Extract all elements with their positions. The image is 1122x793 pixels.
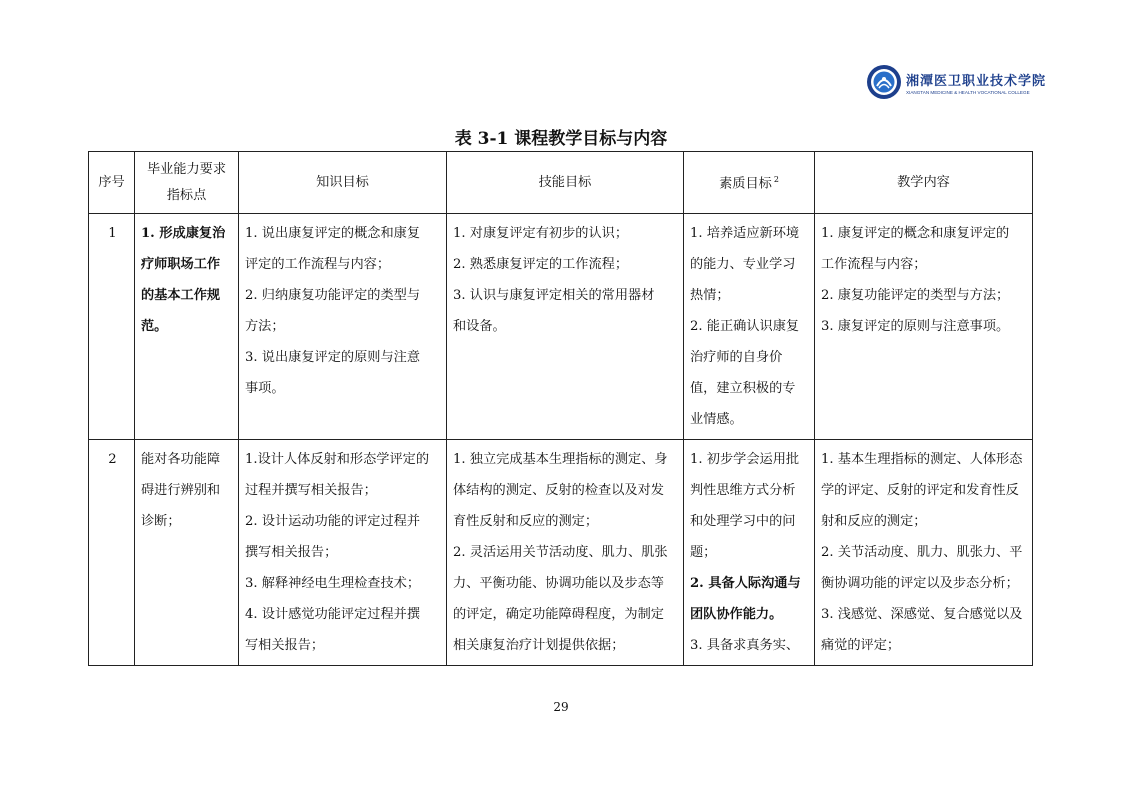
cell-line: 碍进行辨别和 <box>141 483 221 498</box>
cell-line: 2. 熟悉康复评定的工作流程； <box>453 257 629 272</box>
cell-line: 体结构的测定、反射的检查以及对发 <box>453 483 664 498</box>
cell-requirement <box>135 440 239 666</box>
cell-line: 3. 解释神经电生理检查技术； <box>245 576 421 591</box>
cell-line: 诊断； <box>141 514 181 529</box>
cell-line: 判性思维方式分析 <box>690 483 796 498</box>
page-number: 29 <box>553 700 569 714</box>
cell-skill <box>447 214 684 440</box>
cell-line: 值，建立积极的专 <box>690 381 796 396</box>
cell-line: 1. 对康复评定有初步的认识； <box>453 226 629 241</box>
table-header-row <box>89 152 1033 214</box>
cell-line: 2. 具备人际沟通与 <box>690 576 801 591</box>
cell-quality <box>684 440 815 666</box>
cell-content <box>815 214 1033 440</box>
cell-line: 射和反应的测定； <box>821 514 927 529</box>
cell-line: 3. 说出康复评定的原则与注意 <box>245 350 421 365</box>
cell-line: 1. 初步学会运用批 <box>690 452 800 467</box>
logo-chinese-name: 湘潭医卫职业技术学院 <box>906 73 1047 89</box>
cell-line: 衡协调功能的评定以及步态分析； <box>821 576 1019 591</box>
cell-line: 治疗师的自身价 <box>690 350 783 365</box>
course-objectives-table <box>88 151 1033 666</box>
footnote-marker: 2 <box>773 175 779 185</box>
cell-line: 题； <box>690 545 717 560</box>
cell-line: 疗师职场工作 <box>141 257 221 272</box>
cell-line: 的能力、专业学习 <box>690 257 796 272</box>
cell-line: 业情感。 <box>690 412 743 427</box>
cell-line: 2. 设计运动功能的评定过程并 <box>245 514 421 529</box>
header-content: 教学内容 <box>815 152 1033 214</box>
cell-line: 撰写相关报告； <box>245 545 338 560</box>
header-no: 序号 <box>89 152 135 214</box>
cell-no: 1 <box>89 214 135 440</box>
table-title: 表 3-1 课程教学目标与内容 <box>454 129 668 149</box>
cell-line: 和设备。 <box>453 319 506 334</box>
cell-line: 1. 形成康复治 <box>141 226 226 241</box>
cell-line: 1. 独立完成基本生理指标的测定、身 <box>453 452 668 467</box>
cell-line: 3. 具备求真务实、 <box>690 638 800 653</box>
cell-line: 范。 <box>141 319 168 334</box>
cell-line: 3. 康复评定的原则与注意事项。 <box>821 319 1010 334</box>
cell-line: 1. 培养适应新环境 <box>690 226 800 241</box>
cell-line: 学的评定、反射的评定和发育性反 <box>821 483 1019 498</box>
cell-line: 3. 认识与康复评定相关的常用器材 <box>453 288 655 303</box>
cell-line: 2. 能正确认识康复 <box>690 319 800 334</box>
cell-line: 3. 浅感觉、深感觉、复合感觉以及 <box>821 607 1023 622</box>
cell-line: 和处理学习中的问 <box>690 514 796 529</box>
table-row <box>89 440 1033 666</box>
cell-knowledge <box>239 440 447 666</box>
cell-line: 方法； <box>245 319 285 334</box>
cell-line: 的基本工作规 <box>141 288 221 303</box>
cell-skill <box>447 440 684 666</box>
cell-line: 热情； <box>690 288 730 303</box>
cell-no: 2 <box>89 440 135 666</box>
cell-line: 相关康复治疗计划提供依据； <box>453 638 625 653</box>
cell-line: 1.设计人体反射和形态学评定的 <box>245 452 430 467</box>
header-req-line: 指标点 <box>166 187 207 203</box>
cell-line: 写相关报告； <box>245 638 325 653</box>
cell-line: 工作流程与内容； <box>821 257 927 272</box>
cell-content <box>815 440 1033 666</box>
cell-line: 1. 说出康复评定的概念和康复 <box>245 226 421 241</box>
cell-line: 事项。 <box>245 381 285 396</box>
cell-line: 力、平衡功能、协调功能以及步态等 <box>453 576 664 591</box>
cell-line: 能对各功能障 <box>141 452 221 467</box>
cell-line: 团队协作能力。 <box>690 607 783 622</box>
cell-line: 的评定，确定功能障碍程度，为制定 <box>453 607 664 622</box>
cell-line: 1. 康复评定的概念和康复评定的 <box>821 226 1010 241</box>
college-logo <box>866 64 1046 100</box>
cell-line: 2. 关节活动度、肌力、肌张力、平 <box>821 545 1023 560</box>
cell-knowledge <box>239 214 447 440</box>
header-requirement <box>135 152 239 214</box>
header-quality <box>684 152 815 214</box>
college-seal-icon <box>866 64 902 100</box>
cell-line: 评定的工作流程与内容； <box>245 257 391 272</box>
cell-requirement <box>135 214 239 440</box>
header-req-line: 毕业能力要求 <box>146 161 227 177</box>
logo-english-name: XIANGTAN MEDICINE & HEALTH VOCATIONAL COLLEGE <box>906 89 1030 95</box>
cell-line: 2. 归纳康复功能评定的类型与 <box>245 288 421 303</box>
cell-line: 过程并撰写相关报告； <box>245 483 377 498</box>
cell-line: 痛觉的评定； <box>821 638 901 653</box>
cell-line: 2. 灵活运用关节活动度、肌力、肌张 <box>453 545 668 560</box>
header-knowledge: 知识目标 <box>239 152 447 214</box>
cell-quality <box>684 214 815 440</box>
cell-line: 2. 康复功能评定的类型与方法； <box>821 288 1010 303</box>
header-quality-label: 素质目标 <box>719 176 772 192</box>
cell-line: 1. 基本生理指标的测定、人体形态 <box>821 452 1023 467</box>
cell-line: 4. 设计感觉功能评定过程并撰 <box>245 607 421 622</box>
cell-line: 育性反射和反应的测定； <box>453 514 599 529</box>
header-skill: 技能目标 <box>447 152 684 214</box>
table-row <box>89 214 1033 440</box>
